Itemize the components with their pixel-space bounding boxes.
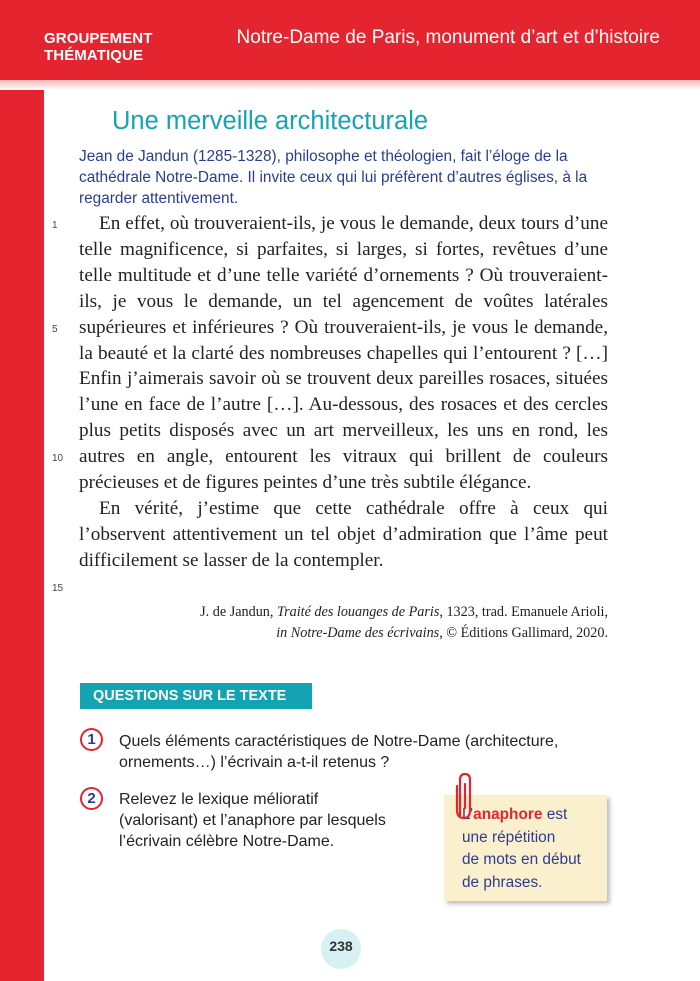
question-1-text [119,731,558,773]
note-line-4: de phrases. [462,873,543,891]
question-number-badge: 2 [80,787,103,810]
main-text [79,211,608,574]
section-kicker: GROUPEMENT THÉMATIQUE [44,30,153,64]
source-author: J. de Jandun, [200,604,277,620]
note-line-3: de mots en début [462,851,581,868]
question-1-line-2: ornements…) l’écrivain a-t-il retenus ? [119,754,390,771]
source-details: , 1323, trad. Emanuele Arioli, [439,604,608,620]
header-shadow [0,80,700,90]
page-title: Une merveille architecturale [112,107,429,135]
page-number: 238 [329,938,353,954]
page-header [44,27,660,64]
note-line-2: une répétition [462,828,556,846]
note-term: anaphore [473,806,543,823]
line-number: 5 [52,324,58,335]
question-2-line-1: Relevez le lexique mélioratif [119,791,319,808]
question-1-line-1: Quels éléments caractéristiques de Notre-Dame (architecture, [119,733,559,750]
intro-text: Jean de Jandun (1285-1328), philosophe et théologien, fait l’éloge de la cathédrale Notre-Dame. Il invite ceux qui lui préfèrent d’autres églises, à la regarder attentivement. [79,148,588,207]
question-2-line-3: l’écrivain célèbre Notre-Dame. [119,833,335,850]
line-number: 10 [52,453,64,464]
source-collection: in Notre-Dame des écrivains [276,625,440,641]
questions-header: QUESTIONS SUR LE TEXTE [80,683,312,709]
left-margin-band [0,0,44,981]
source-citation [88,602,608,644]
section-theme: Notre-Dame de Paris, monument d’art et d’histoire [236,27,660,48]
line-number: 1 [52,220,58,231]
paperclip-icon [454,772,474,822]
definition-note-text [462,804,581,894]
question-2-line-2: (valorisant) et l’anaphore par lesquels [119,812,386,829]
source-work: Traité des louanges de Paris [276,604,440,620]
note-prefix: L’ [462,806,474,823]
question-number-badge: 1 [80,728,103,751]
text-paragraph-1: En effet, où trouveraient-ils, je vous le demande, deux tours d’une telle magnificence, si parfaites, si larges, si fortes, revêtues d’une telle multitude et d’une telle variété d’ornements ? Où trouveraient-ils, je vous le demande, un tel agencement de voûtes latérales supérieures et inférieures ? Où trouveraient-ils, je vous le demande, la beauté et la clarté des nombreuses chapelles qui l’entourent ? […] Enfin j’aimerais savoir où se trouvent deux pareilles rosaces, situées l’une en face de l’autre […]. Au-dessous, des rosaces et des cercles plus petits disposés avec un art merveilleux, les uns en rond, les autres en angle, entourent les vitraux qui brillent de couleurs précieuses et de figures peintes d’une très subtile élégance. [79,213,608,494]
note-after-term: est [542,806,568,823]
source-publisher: , © Éditions Gallimard, 2020. [439,625,608,641]
text-paragraph-2: En vérité, j’estime que cette cathédrale offre à ceux qui l’observent attentivement un tel objet d’admiration que l’âme peut difficilement se lasser de la contempler. [79,497,608,571]
line-number: 15 [52,583,64,594]
question-2-text [119,789,386,852]
